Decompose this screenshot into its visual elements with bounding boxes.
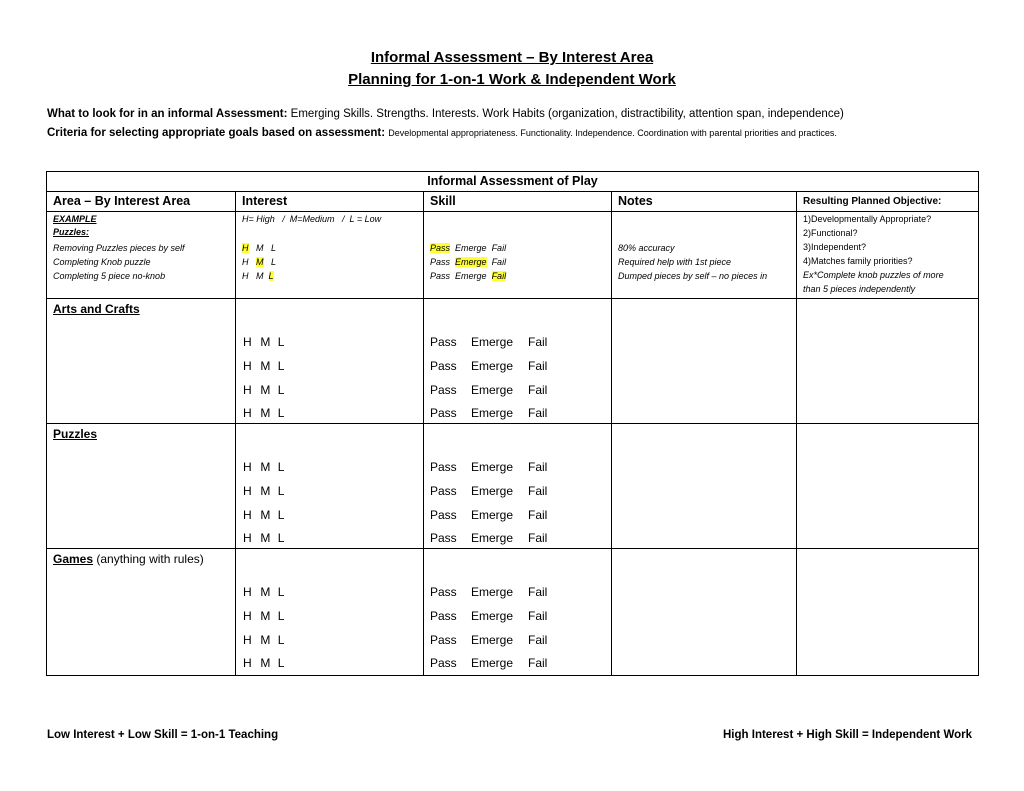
section-interest-cell[interactable] — [236, 549, 424, 676]
section-notes-cell[interactable] — [612, 299, 797, 424]
skill-rating-options[interactable] — [430, 656, 547, 670]
skill-rating-options[interactable] — [430, 609, 547, 623]
section-objective-cell[interactable] — [797, 299, 979, 424]
skill-pass[interactable]: Pass — [430, 383, 457, 397]
skill-emerge[interactable]: Emerge — [471, 656, 514, 670]
skill-fail[interactable]: Fail — [528, 383, 548, 397]
rating-l[interactable]: L — [277, 335, 285, 349]
skill-rating-options[interactable] — [430, 359, 547, 373]
example-label: EXAMPLE — [53, 214, 97, 224]
skill-emerge: Emerge — [455, 257, 487, 267]
skill-fail: Fail — [491, 243, 507, 253]
rating-l[interactable]: L — [277, 484, 285, 498]
interest-rating-options[interactable] — [243, 585, 284, 599]
section-interest-cell[interactable] — [236, 299, 424, 424]
skill-emerge[interactable]: Emerge — [471, 406, 514, 420]
section-skill-cell[interactable] — [424, 424, 612, 549]
skill-emerge[interactable]: Emerge — [471, 335, 514, 349]
table-title: Informal Assessment of Play — [47, 172, 979, 192]
example-sub-label: Puzzles: — [53, 227, 90, 237]
example-note: Required help with 1st piece — [618, 257, 732, 267]
footer-right-note: High Interest + High Skill = Independent Work — [723, 729, 972, 741]
skill-pass[interactable]: Pass — [430, 656, 457, 670]
example-item: Completing 5 piece no-knob — [53, 271, 166, 281]
skill-rating-options[interactable] — [430, 335, 547, 349]
rating-m[interactable]: M — [260, 609, 271, 623]
look-for-text: Emerging Skills. Strengths. Interests. Work Habits (organization, distractibility, attention span, independence) — [290, 108, 844, 120]
interest-rating-options[interactable] — [243, 531, 284, 545]
example-interest-cell — [236, 212, 424, 299]
section-label — [53, 302, 140, 316]
skill-fail[interactable]: Fail — [528, 633, 548, 647]
skill-emerge[interactable]: Emerge — [471, 359, 514, 373]
skill-emerge[interactable]: Emerge — [471, 633, 514, 647]
objective-line: than 5 pieces independently — [803, 284, 916, 294]
objective-line: 3)Independent? — [803, 242, 867, 252]
skill-pass[interactable]: Pass — [430, 531, 457, 545]
footer-left-note: Low Interest + Low Skill = 1-on-1 Teaching — [47, 729, 279, 741]
skill-emerge[interactable]: Emerge — [471, 508, 514, 522]
criteria-line — [47, 127, 837, 139]
page-subtitle: Planning for 1-on-1 Work & Independent Work — [348, 71, 676, 88]
skill-pass[interactable]: Pass — [430, 359, 457, 373]
rating-l: L — [271, 243, 277, 253]
rating-l[interactable]: L — [277, 609, 285, 623]
skill-fail[interactable]: Fail — [528, 359, 548, 373]
skill-rating-options[interactable] — [430, 484, 547, 498]
skill-fail[interactable]: Fail — [528, 585, 548, 599]
section-name: Puzzles — [53, 427, 98, 441]
rating-l[interactable]: L — [277, 406, 285, 420]
rating-m[interactable]: M — [260, 484, 271, 498]
rating-m[interactable]: M — [260, 406, 271, 420]
rating-l[interactable]: L — [277, 585, 285, 599]
rating-m: M — [256, 243, 264, 253]
rating-h[interactable]: H — [243, 508, 252, 522]
section-interest-cell[interactable] — [236, 424, 424, 549]
skill-emerge: Emerge — [455, 243, 487, 253]
section-notes-cell[interactable] — [612, 549, 797, 676]
section-area-cell — [47, 299, 236, 424]
rating-h[interactable]: H — [243, 609, 252, 623]
skill-emerge[interactable]: Emerge — [471, 609, 514, 623]
skill-pass[interactable]: Pass — [430, 508, 457, 522]
rating-h[interactable]: H — [243, 633, 252, 647]
interest-rating-options[interactable] — [243, 656, 284, 670]
rating-h[interactable]: H — [243, 460, 252, 474]
skill-fail[interactable]: Fail — [528, 656, 548, 670]
interest-rating-options[interactable] — [243, 383, 284, 397]
rating-h[interactable]: H — [243, 656, 252, 670]
skill-fail[interactable]: Fail — [528, 484, 548, 498]
interest-rating-options[interactable] — [243, 335, 284, 349]
interest-key: H= High / M=Medium / L = Low — [242, 214, 382, 224]
rating-m[interactable]: M — [260, 383, 271, 397]
example-interest-rating — [242, 257, 276, 267]
section-area-cell — [47, 549, 236, 676]
rating-h[interactable]: H — [243, 531, 252, 545]
rating-m[interactable]: M — [260, 585, 271, 599]
rating-l[interactable]: L — [277, 508, 285, 522]
rating-h: H — [242, 257, 249, 267]
rating-h: H — [242, 243, 249, 253]
skill-emerge[interactable]: Emerge — [471, 585, 514, 599]
example-note: 80% accuracy — [618, 243, 675, 253]
example-notes-cell — [612, 212, 797, 299]
criteria-text: Developmental appropriateness. Functionality. Independence. Coordination with parental priorities and practices. — [388, 128, 837, 138]
interest-rating-options[interactable] — [243, 406, 284, 420]
skill-rating-options[interactable] — [430, 508, 547, 522]
section-area-cell — [47, 424, 236, 549]
example-interest-rating — [242, 271, 274, 281]
section-row — [47, 549, 979, 676]
skill-rating-options[interactable] — [430, 633, 547, 647]
section-row — [47, 299, 979, 424]
skill-fail[interactable]: Fail — [528, 460, 548, 474]
header-objective: Resulting Planned Objective: — [797, 192, 979, 212]
skill-pass: Pass — [430, 243, 451, 253]
skill-fail: Fail — [491, 271, 507, 281]
example-skill-rating — [430, 271, 506, 281]
rating-h[interactable]: H — [243, 383, 252, 397]
section-name: Arts and Crafts — [53, 302, 140, 316]
rating-l: L — [268, 271, 274, 281]
rating-h[interactable]: H — [243, 359, 252, 373]
section-suffix: (anything with rules) — [93, 552, 204, 566]
section-label — [53, 552, 204, 566]
rating-m[interactable]: M — [260, 531, 271, 545]
skill-pass: Pass — [430, 257, 451, 267]
skill-emerge[interactable]: Emerge — [471, 460, 514, 474]
example-note: Dumped pieces by self – no pieces in — [618, 271, 768, 281]
objective-line: 2)Functional? — [803, 228, 858, 238]
section-label — [53, 427, 97, 441]
objective-line: 1)Developmentally Appropriate? — [803, 214, 932, 224]
rating-m[interactable]: M — [260, 359, 271, 373]
skill-emerge[interactable]: Emerge — [471, 484, 514, 498]
skill-fail[interactable]: Fail — [528, 531, 548, 545]
header-skill: Skill — [424, 192, 612, 212]
section-objective-cell[interactable] — [797, 424, 979, 549]
example-objective-cell — [797, 212, 979, 299]
rating-l: L — [271, 257, 277, 267]
skill-pass[interactable]: Pass — [430, 406, 457, 420]
example-area-cell — [47, 212, 236, 299]
rating-m[interactable]: M — [260, 656, 271, 670]
skill-pass: Pass — [430, 271, 451, 281]
skill-fail[interactable]: Fail — [528, 406, 548, 420]
example-skill-rating — [430, 243, 506, 253]
example-item: Removing Puzzles pieces by self — [53, 243, 185, 253]
section-notes-cell[interactable] — [612, 424, 797, 549]
skill-fail[interactable]: Fail — [528, 335, 548, 349]
rating-m: M — [256, 271, 264, 281]
skill-pass[interactable]: Pass — [430, 633, 457, 647]
skill-pass[interactable]: Pass — [430, 335, 457, 349]
skill-rating-options[interactable] — [430, 531, 547, 545]
skill-rating-options[interactable] — [430, 406, 547, 420]
rating-l[interactable]: L — [277, 460, 285, 474]
rating-l[interactable]: L — [277, 656, 285, 670]
interest-rating-options[interactable] — [243, 633, 284, 647]
rating-m[interactable]: M — [260, 508, 271, 522]
rating-h[interactable]: H — [243, 335, 252, 349]
rating-h[interactable]: H — [243, 585, 252, 599]
interest-rating-options[interactable] — [243, 460, 284, 474]
example-item: Completing Knob puzzle — [53, 257, 151, 267]
example-interest-rating — [242, 243, 276, 253]
skill-rating-options[interactable] — [430, 383, 547, 397]
look-for-line — [47, 108, 844, 120]
header-notes: Notes — [612, 192, 797, 212]
interest-rating-options[interactable] — [243, 609, 284, 623]
page-title: Informal Assessment – By Interest Area — [370, 49, 654, 66]
skill-pass[interactable]: Pass — [430, 609, 457, 623]
rating-m[interactable]: M — [260, 335, 271, 349]
skill-emerge[interactable]: Emerge — [471, 531, 514, 545]
example-row — [47, 212, 979, 299]
section-skill-cell[interactable] — [424, 299, 612, 424]
rating-l[interactable]: L — [277, 383, 285, 397]
objective-line: 4)Matches family priorities? — [803, 256, 913, 266]
section-skill-cell[interactable] — [424, 549, 612, 676]
rating-l[interactable]: L — [277, 359, 285, 373]
skill-pass[interactable]: Pass — [430, 484, 457, 498]
skill-pass[interactable]: Pass — [430, 460, 457, 474]
criteria-label: Criteria for selecting appropriate goals based on assessment: — [47, 127, 386, 139]
example-skill-rating — [430, 257, 506, 267]
objective-line: Ex*Complete knob puzzles of more — [803, 270, 944, 280]
section-name: Games — [53, 552, 94, 566]
skill-emerge[interactable]: Emerge — [471, 383, 514, 397]
skill-fail[interactable]: Fail — [528, 609, 548, 623]
skill-pass[interactable]: Pass — [430, 585, 457, 599]
skill-fail[interactable]: Fail — [528, 508, 548, 522]
rating-l[interactable]: L — [277, 633, 285, 647]
interest-rating-options[interactable] — [243, 359, 284, 373]
rating-m[interactable]: M — [260, 633, 271, 647]
rating-h[interactable]: H — [243, 484, 252, 498]
rating-h: H — [242, 271, 249, 281]
skill-rating-options[interactable] — [430, 460, 547, 474]
skill-fail: Fail — [491, 257, 507, 267]
section-objective-cell[interactable] — [797, 549, 979, 676]
interest-rating-options[interactable] — [243, 484, 284, 498]
rating-m: M — [256, 257, 264, 267]
interest-rating-options[interactable] — [243, 508, 284, 522]
skill-rating-options[interactable] — [430, 585, 547, 599]
look-for-label: What to look for in an informal Assessment: — [47, 108, 288, 120]
rating-l[interactable]: L — [277, 531, 285, 545]
rating-m[interactable]: M — [260, 460, 271, 474]
header-interest: Interest — [236, 192, 424, 212]
skill-emerge: Emerge — [455, 271, 487, 281]
example-skill-cell — [424, 212, 612, 299]
section-row — [47, 424, 979, 549]
header-area: Area – By Interest Area — [47, 192, 236, 212]
rating-h[interactable]: H — [243, 406, 252, 420]
assessment-table — [46, 171, 979, 676]
